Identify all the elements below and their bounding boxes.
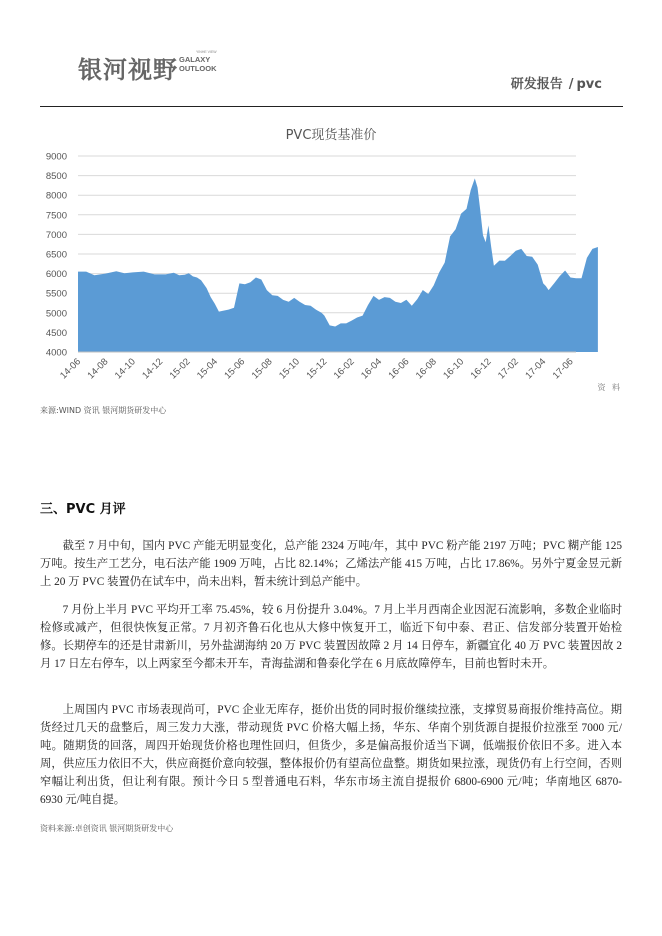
x-tick-label: 17-04 (523, 356, 549, 382)
x-tick-label: 16-02 (331, 356, 357, 382)
y-tick-label: 7500 (45, 210, 67, 222)
price-area-series (78, 178, 598, 352)
logo-tiny-text: YINHE VIEW (196, 50, 217, 54)
y-tick-label: 4500 (45, 327, 67, 339)
y-tick-label: 8000 (45, 190, 67, 202)
x-tick-label: 16-04 (359, 356, 385, 382)
x-tick-label: 16-10 (441, 356, 467, 382)
report-label: 研发报告 (510, 77, 563, 92)
y-tick-label: 4000 (45, 347, 67, 359)
logo-chinese-text: 银河视野 (78, 56, 178, 84)
x-tick-label: 14-10 (112, 356, 138, 382)
y-tick-label: 5000 (45, 308, 67, 320)
y-tick-label: 9000 (45, 151, 67, 163)
x-tick-label: 15-10 (277, 356, 303, 382)
x-tick-label: 15-12 (304, 356, 330, 382)
y-tick-label: 6500 (45, 249, 67, 261)
x-tick-label: 15-02 (167, 356, 193, 382)
report-slash: / (568, 77, 574, 92)
chart-side-note: 资 料 (597, 383, 622, 392)
y-tick-label: 7000 (45, 229, 67, 241)
x-tick-label: 15-04 (194, 356, 220, 382)
y-tick-label: 6000 (45, 269, 67, 281)
report-topic: pvc (576, 77, 602, 92)
section-title: 三、PVC 月评 (40, 502, 126, 517)
x-tick-label: 14-08 (85, 356, 111, 382)
paragraph-market-review: 上周国内 PVC 市场表现尚可，PVC 企业无库存，挺价出货的同时报价继续拉涨，支撑贸易商报价维持高位。期货经过几天的盘整后，周三发力大涨，带动现货 PVC 价格大幅上扬，华东、华南个别货源自提报价拉涨至 7000 元/吨。随期货的回落，周四开始现货价格也理性回归，但货少，多是偏高报价适当下调，低端报价依旧不多。进入本周，供应压力依旧不大，供应商挺价意向较强，整体报价仍有望高位盘整。期货如果拉涨，现货仍有上行空间，否则窄幅让利出货，但让利有限。预计今日 5 型普通电石料，华东市场主流自提报价 6800-6900 元/吨；华南地区 6870-6930 元/吨自提。 (40, 704, 622, 806)
chart-source: 来源:WIND 资讯 银河期货研发中心 (40, 406, 167, 415)
x-tick-label: 16-06 (386, 356, 412, 382)
paragraph-operating-rate: 7 月份上半月 PVC 平均开工率 75.45%，较 6 月份提升 3.04%。7 月上半月西南企业因泥石流影响，多数企业临时检修或减产，但很快恢复正常。7 月初齐鲁石化也从大修中恢复开工，临近下旬中泰、君正、信发部分装置开始检修。长期停车的还是甘肃新川，另外盐湖海纳 20 万 PVC 装置因故障 2 月 14 日停车，新疆宜化 40 万 PVC 装置因故 2 月 17 日左右停车，以上两家至今都未开车，青海盐湖和鲁泰化学在 6 月底故障停车，目前也暂时未开。 (40, 604, 622, 670)
x-tick-label: 17-06 (550, 356, 576, 382)
bottom-source: 资料来源:卓创资讯 银河期货研发中心 (40, 824, 174, 833)
x-tick-label: 15-06 (222, 356, 248, 382)
x-tick-label: 15-08 (249, 356, 275, 382)
x-tick-label: 14-06 (58, 356, 84, 382)
x-tick-label: 17-02 (495, 356, 521, 382)
pvc-price-chart (0, 0, 662, 400)
chart-title: PVC现货基准价 (285, 128, 377, 143)
paragraph-capacity: 截至 7 月中旬，国内 PVC 产能无明显变化，总产能 2324 万吨/年，其中 PVC 粉产能 2197 万吨；PVC 糊产能 125 万吨。按生产工艺分，电石法产能 1909 万吨，占比 82.14%；乙烯法产能 415 万吨，占比 17.86%。另外宁夏金昱元新上 20 万 PVC 装置仍在试车中，尚未出料，暂未统计到总产能中。 (40, 540, 622, 588)
x-tick-label: 14-12 (140, 356, 166, 382)
y-tick-label: 8500 (45, 171, 67, 183)
x-tick-label: 16-08 (413, 356, 439, 382)
logo-english-text: GALAXY OUTLOOK (179, 55, 217, 73)
y-tick-label: 5500 (45, 288, 67, 300)
x-tick-label: 16-12 (468, 356, 494, 382)
